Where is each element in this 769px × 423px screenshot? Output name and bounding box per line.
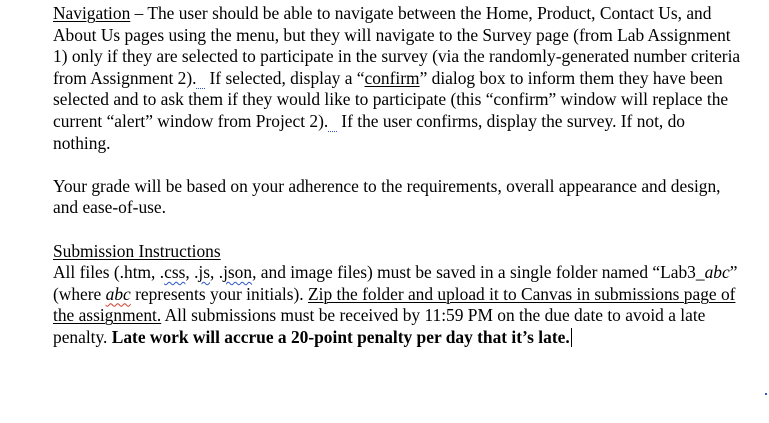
submission-paragraph — [53, 262, 743, 348]
submission-text-1: All files (.htm, . — [53, 262, 165, 283]
grammar-mark — [196, 68, 205, 89]
initials-placeholder: abc — [105, 283, 131, 304]
grammar-mark — [328, 111, 337, 132]
zip-instruction: Zip the folder and upload it to Canvas in submissions page of the assignment. — [53, 283, 736, 326]
confirm-word: confirm — [364, 67, 420, 88]
navigation-heading: Navigation — [53, 3, 131, 23]
navigation-text-4: If the user confirms, display the survey. If not, do nothing. — [53, 110, 686, 153]
submission-text-6: represents your initials). — [130, 283, 308, 304]
submission-text-4: , and image files) must be saved in a single folder named “Lab3_ — [252, 262, 705, 283]
js-ext: js — [198, 262, 211, 283]
folder-initials: abc — [704, 262, 730, 283]
navigation-text-2: If selected, display a “ — [205, 67, 365, 88]
submission-text-7: All submissions must be received by 11:59 PM on the due date to avoid a late penalty. — [53, 305, 706, 347]
document-body — [53, 3, 743, 349]
submission-text-2: , . — [185, 262, 199, 283]
navigation-text-1: – The user should be able to navigate between the Home, Product, Contact Us, and About Us pages using the menu, but they will navigate to the Survey page (from Lab Assignment 1) only if they are selected to participate in the survey (via the randomly-generated number criteria from Assignment 2). — [53, 3, 741, 88]
navigation-text-3: ” dialog box to inform them they have been selected and to ask them if they would like to participate (this “confirm” window will replace the current “alert” window from Project 2). — [53, 67, 729, 131]
submission-text-3: , . — [210, 262, 224, 283]
grading-paragraph — [53, 176, 743, 219]
json-ext: json — [223, 262, 253, 283]
submission-heading-line — [53, 241, 743, 263]
paragraph-spacer — [53, 219, 743, 241]
margin-dot — [765, 393, 767, 395]
submission-heading: Submission Instructions — [53, 240, 221, 261]
navigation-paragraph — [53, 3, 743, 154]
css-ext: css — [164, 262, 186, 283]
paragraph-spacer — [53, 154, 743, 176]
grading-text: Your grade will be based on your adherence to the requirements, overall appearance and design, and ease-of-use. — [53, 175, 721, 218]
submission-text-5: ” (where — [53, 262, 738, 304]
late-policy: Late work will accrue a 20-point penalty per day that it’s late. — [111, 326, 570, 347]
text-cursor — [571, 328, 572, 347]
